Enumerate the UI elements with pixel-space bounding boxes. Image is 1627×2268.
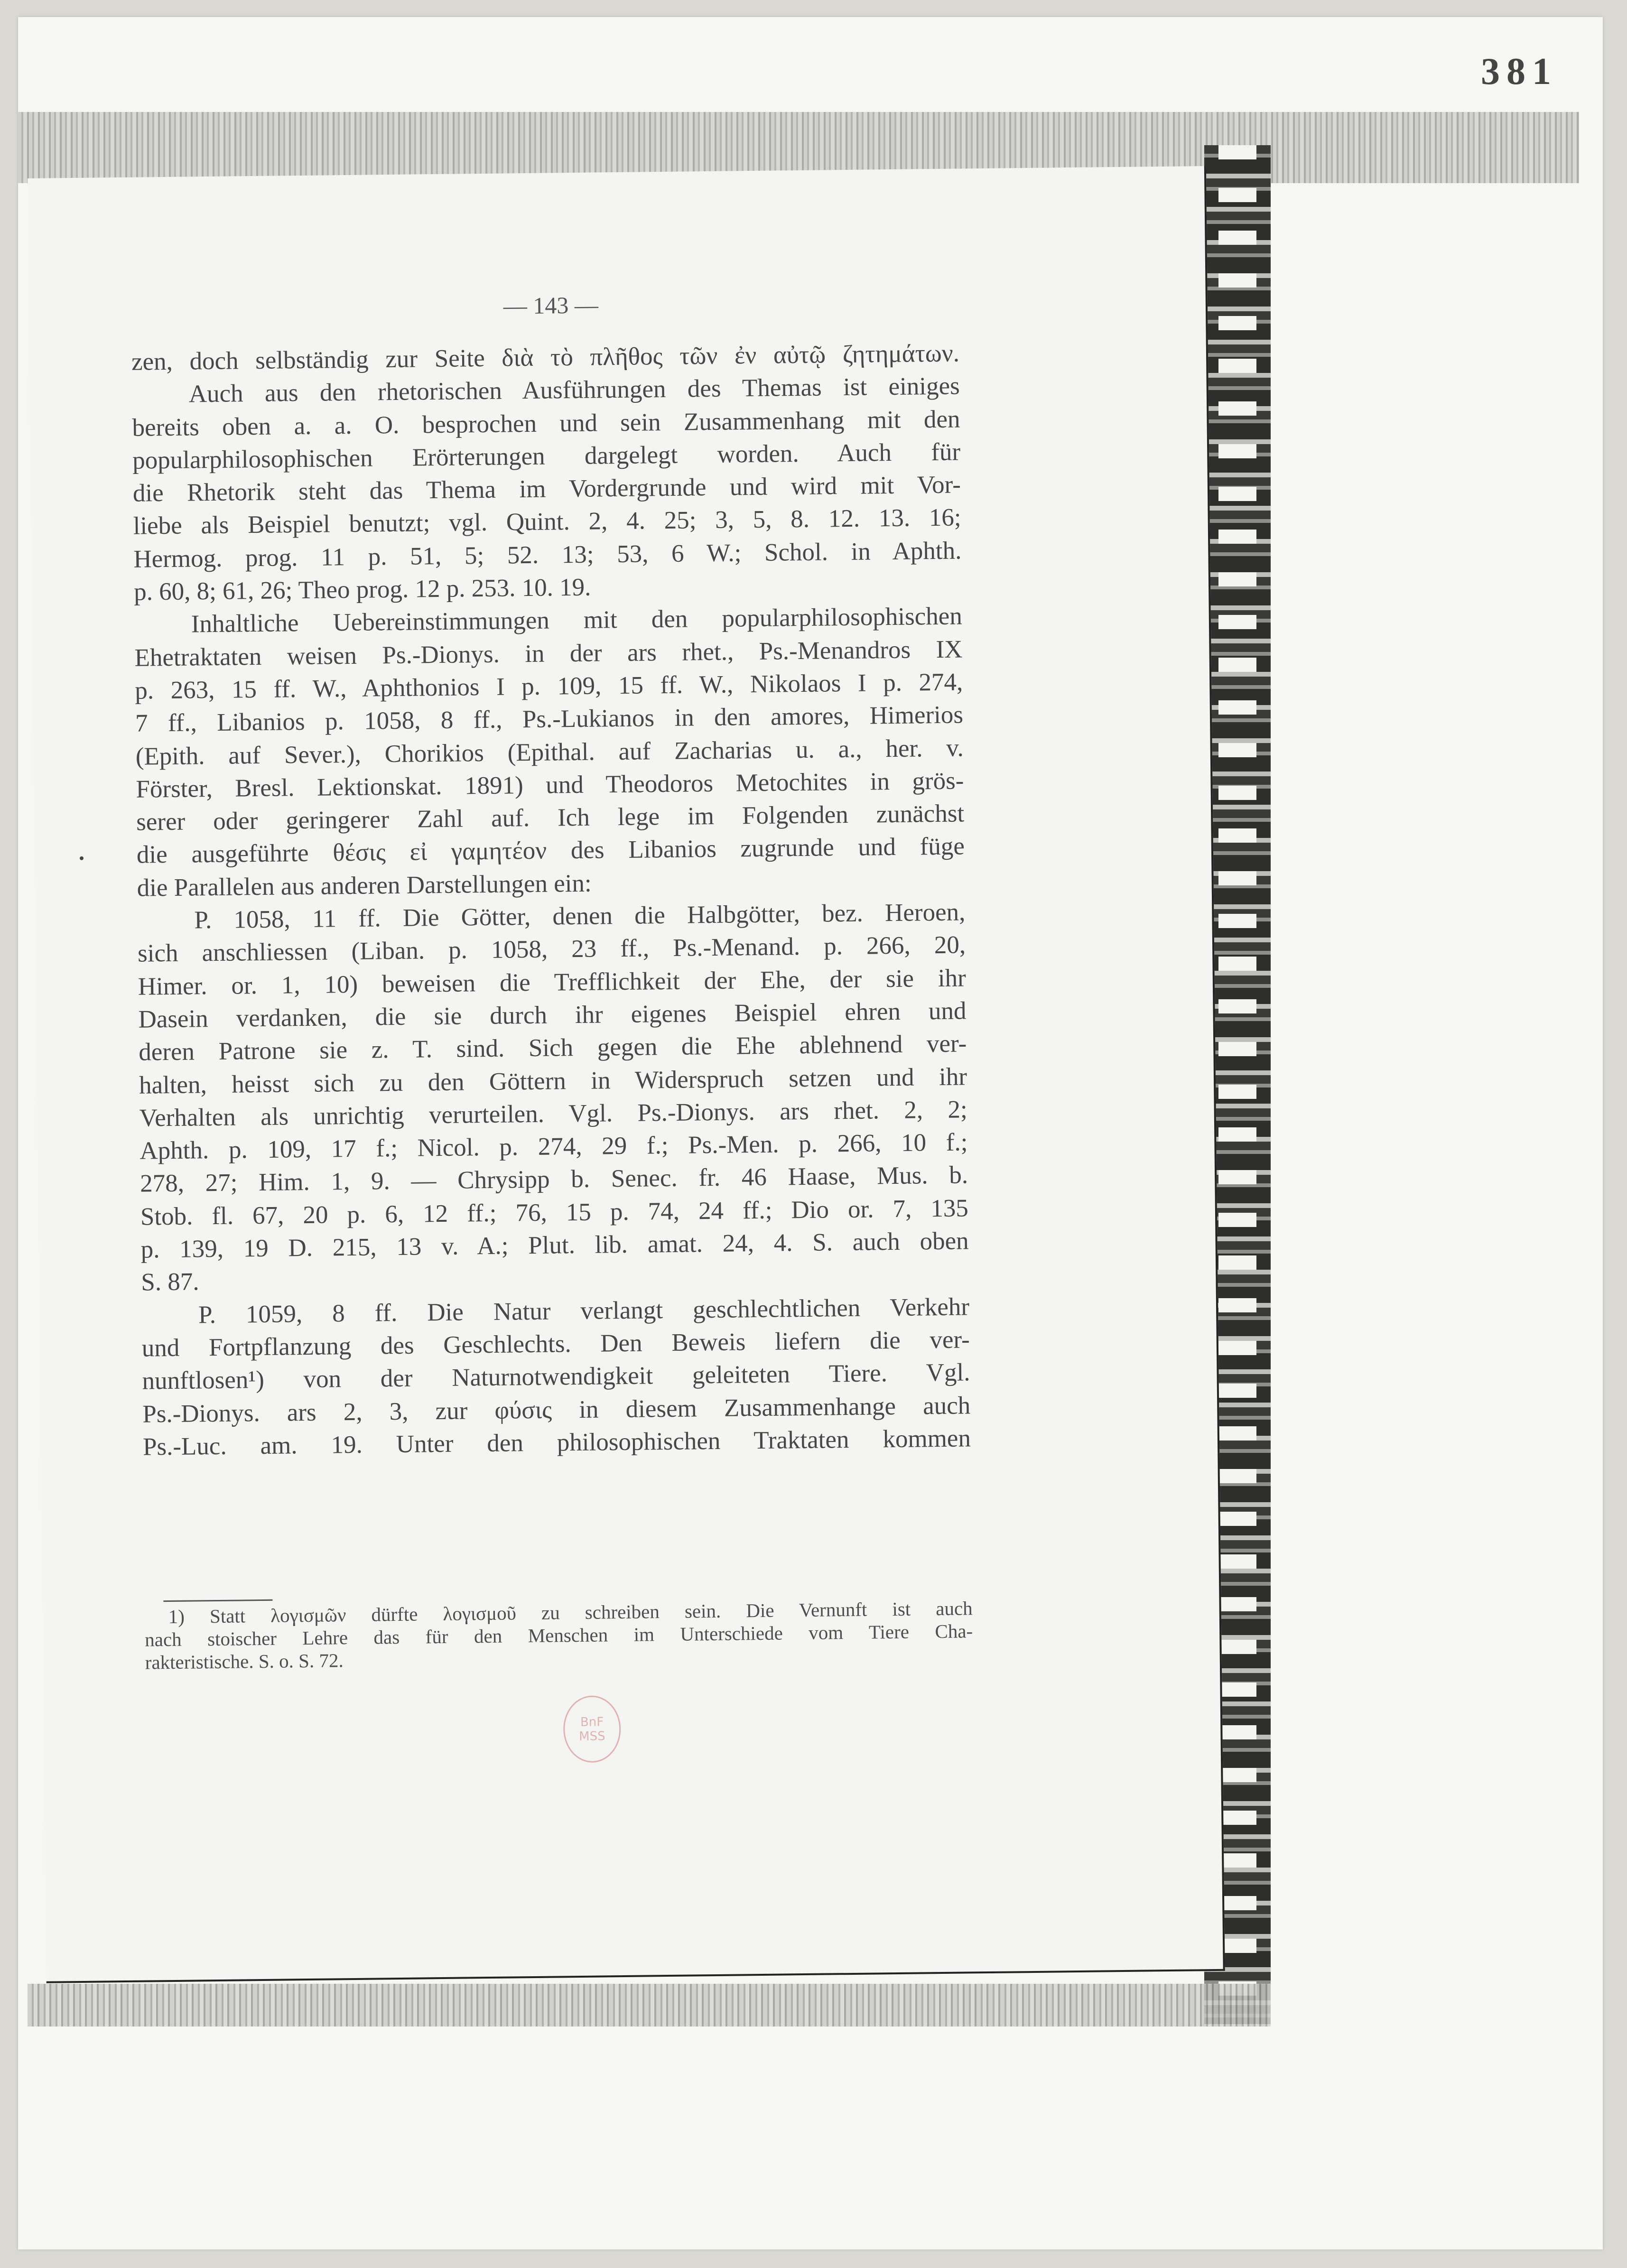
text-line: P. 1059, 8 ff. Die Natur verlangt geschlechtlichen Verkehr	[198, 1292, 970, 1329]
text-line: nunftlosen¹) von der Naturnotwendigkeit geleiteten Tiere. Vgl.	[142, 1358, 970, 1395]
text-line: P. 1058, 11 ff. Die Götter, denen die Halbgötter, bez. Heroen,	[194, 898, 966, 934]
text-line: Verhalten als unrichtig verurteilen. Vgl. Ps.-Dionys. ars rhet. 2, 2;	[139, 1096, 967, 1132]
text-line: 7 ff., Libanios p. 1058, 8 ff., Ps.-Lukianos in den amores, Himerios	[135, 701, 964, 737]
text-line: p. 60, 8; 61, 26; Theo prog. 12 p. 253. 10. 19.	[133, 573, 591, 606]
text-line: liebe als Beispiel benutzt; vgl. Quint. 2, 4. 25; 3, 5, 8. 12. 13. 16;	[133, 503, 961, 540]
footnote-line: 1) Statt λογισμῶν dürfte λογισμοῦ zu schreiben sein. Die Vernunft ist auch	[168, 1597, 973, 1628]
text-line: Dasein verdanken, die sie durch ihr eigenes Beispiel ehren und	[138, 997, 967, 1033]
text-line: Hermog. prog. 11 p. 51, 5; 52. 13; 53, 6 W.; Schol. in Aphth.	[133, 537, 962, 573]
footnotes	[145, 1597, 973, 1673]
page-number: — 143 —	[503, 291, 599, 319]
text-line: die Rhetorik steht das Thema im Vordergrunde und wird mit Vor-	[132, 471, 961, 507]
text-line: Inhaltliche Uebereinstimmungen mit den popularphilosophischen	[191, 602, 963, 638]
printed-page	[28, 166, 1225, 1983]
folio-number: 381	[1481, 51, 1558, 93]
text-line: popularphilosophischen Erörterungen dargelegt worden. Auch für	[132, 438, 961, 474]
text-line: Himer. or. 1, 10) beweisen die Trefflichkeit der Ehe, der sie ihr	[138, 964, 967, 1001]
text-line: bereits oben a. a. O. besprochen und sein Zusammenhang mit den	[132, 405, 960, 442]
text-line: und Fortpflanzung des Geschlechts. Den Beweis liefern die ver-	[141, 1326, 970, 1362]
footnote-rule	[163, 1599, 272, 1602]
text-line: 278, 27; Him. 1, 9. — Chrysipp b. Senec. fr. 46 Haase, Mus. b.	[139, 1161, 968, 1198]
text-line: Förster, Bresl. Lektionskat. 1891) und Theodoros Metochites in grös-	[136, 767, 964, 803]
text-line: Stob. fl. 67, 20 p. 6, 12 ff.; 76, 15 p. 74, 24 ff.; Dio or. 7, 135	[140, 1194, 969, 1231]
text-line: halten, heisst sich zu den Göttern in Widerspruch setzen und ihr	[139, 1062, 967, 1099]
text-line: Auch aus den rhetorischen Ausführungen des Themas ist einiges	[188, 372, 960, 408]
text-line: S. 87.	[141, 1268, 199, 1296]
text-line: Aphth. p. 109, 17 f.; Nicol. p. 274, 29 f.; Ps.-Men. p. 266, 10 f.;	[139, 1128, 968, 1165]
scan-sheet	[18, 17, 1603, 2249]
margin-mark	[80, 856, 84, 860]
text-line: p. 139, 19 D. 215, 13 v. A.; Plut. lib. amat. 24, 4. S. auch oben	[140, 1227, 969, 1264]
text-line: die ausgeführte θέσις εἰ γαμητέον des Libanios zugrunde und füge	[136, 832, 965, 869]
text-line: die Parallelen aus anderen Darstellungen ein:	[137, 869, 592, 902]
library-stamp: BnF MSS	[563, 1695, 621, 1763]
footnote-line: rakteristische. S. o. S. 72.	[145, 1649, 344, 1673]
text-line: serer oder geringerer Zahl auf. Ich lege im Folgenden zunächst	[136, 799, 965, 836]
text-line: (Epith. auf Sever.), Chorikios (Epithal. auf Zacharias u. a., her. v.	[135, 734, 964, 771]
text-line: zen, doch selbständig zur Seite διὰ τὸ πλῆθος τῶν ἐν αὐτῷ ζητημάτων.	[131, 339, 960, 376]
text-line: deren Patrone sie z. T. sind. Sich gegen die Ehe ablehnend ver-	[138, 1030, 967, 1066]
text-line: p. 263, 15 ff. W., Aphthonios I p. 109, 15 ff. W., Nikolaos I p. 274,	[135, 668, 963, 705]
text-line: Ehetraktaten weisen Ps.-Dionys. in der ars rhet., Ps.-Menandros IX	[134, 635, 963, 672]
text-line: sich anschliessen (Liban. p. 1058, 23 ff., Ps.-Menand. p. 266, 20,	[137, 931, 966, 968]
body-text	[131, 337, 971, 1463]
footnote-line: nach stoischer Lehre das für den Menschen im Unterschiede vom Tiere Cha-	[145, 1620, 973, 1651]
text-line: Ps.-Luc. am. 19. Unter den philosophischen Traktaten kommen	[142, 1424, 971, 1461]
text-line: Ps.-Dionys. ars 2, 3, zur φύσις in diesem Zusammenhange auch	[142, 1391, 971, 1428]
xerox-border-bottom	[28, 1984, 1271, 2026]
